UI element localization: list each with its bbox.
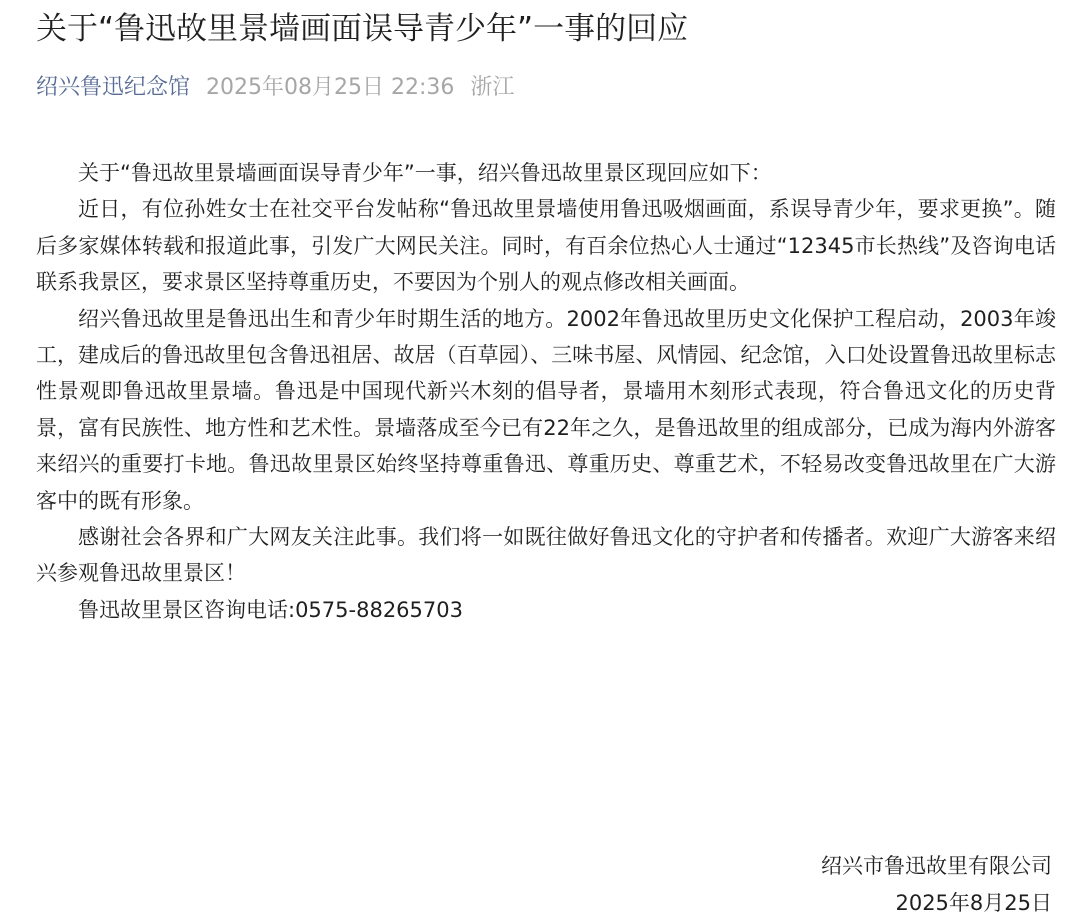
body-paragraph: 关于“鲁迅故里景墙画面误导青少年”一事，绍兴鲁迅故里景区现回应如下： xyxy=(78,161,772,185)
account-name-link[interactable]: 绍兴鲁迅纪念馆 xyxy=(36,75,191,100)
signature-company: 绍兴市鲁迅故里有限公司 xyxy=(821,854,1052,878)
body-paragraph: 绍兴鲁迅故里是鲁迅出生和青少年时期生活的地方。2002年鲁迅故里历史文化保护工程启动，2003年竣工，建成后的鲁迅故里包含鲁迅祖居、故居（百草园）、三味书屋、风情园、纪念馆，入口处设置鲁迅故里标志性景观即鲁迅故里景墙。鲁迅是中国现代新兴木刻的倡导者，景墙用木刻形式表现，符合鲁迅文化的历史背景，富有民族性、地方性和艺术性。景墙落成至今已有22年之久，是鲁迅故里的组成部分，已成为海内外游客来绍兴的重要打卡地。鲁迅故里景区始终坚持尊重鲁迅、尊重历史、尊重艺术，不轻易改变鲁迅故里在广大游客中的既有形象。 xyxy=(36,306,1056,513)
publish-region: 浙江 xyxy=(470,75,515,100)
body-paragraph: 感谢社会各界和广大网友关注此事。我们将一如既往做好鲁迅文化的守护者和传播者。欢迎广大游客来绍兴参观鲁迅故里景区！ xyxy=(36,525,1056,586)
signature-block xyxy=(821,848,1052,922)
body-paragraph: 近日，有位孙姓女士在社交平台发帖称“鲁迅故里景墙使用鲁迅吸烟画面，系误导青少年，要求更换”。随后多家媒体转载和报道此事，引发广大网民关注。同时，有百余位热心人士通过“12345市长热线”及咨询电话联系我景区，要求景区坚持尊重历史，不要因为个别人的观点修改相关画面。 xyxy=(36,197,1056,295)
article-meta xyxy=(36,70,514,106)
article-body xyxy=(36,155,1056,628)
publish-date: 2025年08月25日 22:36 xyxy=(206,75,455,100)
contact-phone: 鲁迅故里景区咨询电话:0575-88265703 xyxy=(78,597,463,622)
signature-date: 2025年8月25日 xyxy=(895,891,1052,915)
article-title: 关于“鲁迅故里景墙画面误导青少年”一事的回应 xyxy=(36,11,689,47)
